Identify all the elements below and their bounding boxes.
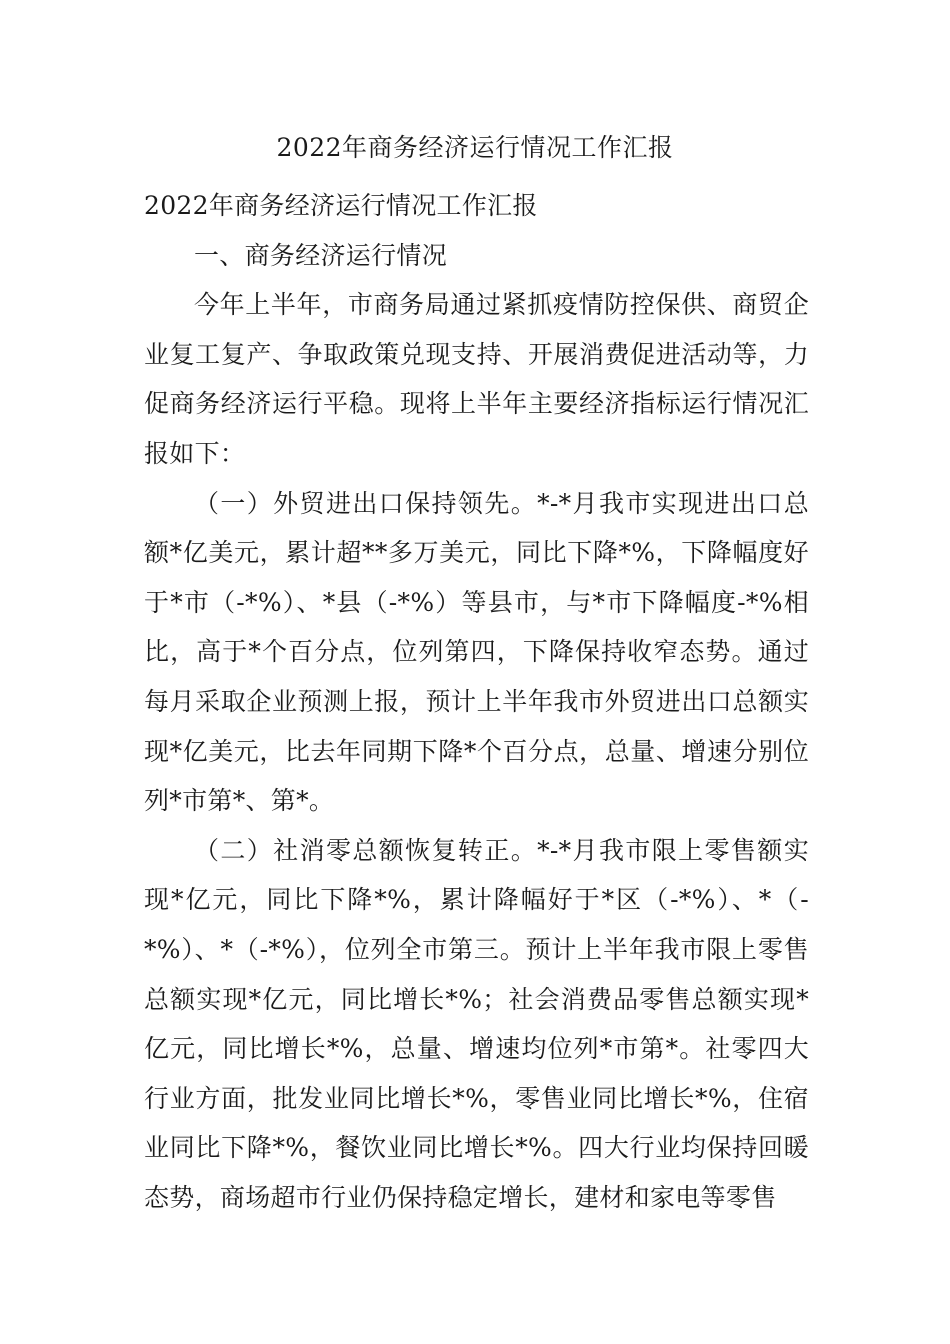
- section-heading: 一、商务经济运行情况: [194, 240, 448, 270]
- document-body: [144, 181, 809, 1222]
- paragraph-intro: 今年上半年，市商务局通过紧抓疫情防控保供、商贸企业复工复产、争取政策兑现支持、开展消费促进活动等，力促商务经济运行平稳。现将上半年主要经济指标运行情况汇报如下：: [144, 290, 809, 468]
- document-subtitle: 2022年商务经济运行情况工作汇报: [144, 191, 538, 220]
- paragraph-retail-sales: （二）社消零总额恢复转正。*-*月我市限上零售额实现*亿元，同比下降*%，累计降幅好于*区（-*%）、*（-*%）、*（-*%），位列全市第三。预计上半年我市限上零售总额实现*亿元，同比增长*%；社会消费品零售总额实现*亿元，同比增长*%，总量、增速均位列*市第*。社零四大行业方面，批发业同比增长*%，零售业同比增长*%，住宿业同比下降*%，餐饮业同比增长*%。四大行业均保持回暖态势，商场超市行业仍保持稳定增长，建材和家电等零售: [144, 835, 809, 1212]
- document-title: 2022年商务经济运行情况工作汇报: [276, 133, 674, 162]
- paragraph-foreign-trade: （一）外贸进出口保持领先。*-*月我市实现进出口总额*亿美元，累计超**多万美元，同比下降*%，下降幅度好于*市（-*%）、*县（-*%）等县市，与*市下降幅度-*%相比，高于*个百分点，位列第四，下降保持收窄态势。通过每月采取企业预测上报，预计上半年我市外贸进出口总额实现*亿美元，比去年同期下降*个百分点，总量、增速分别位列*市第*、第*。: [144, 488, 809, 816]
